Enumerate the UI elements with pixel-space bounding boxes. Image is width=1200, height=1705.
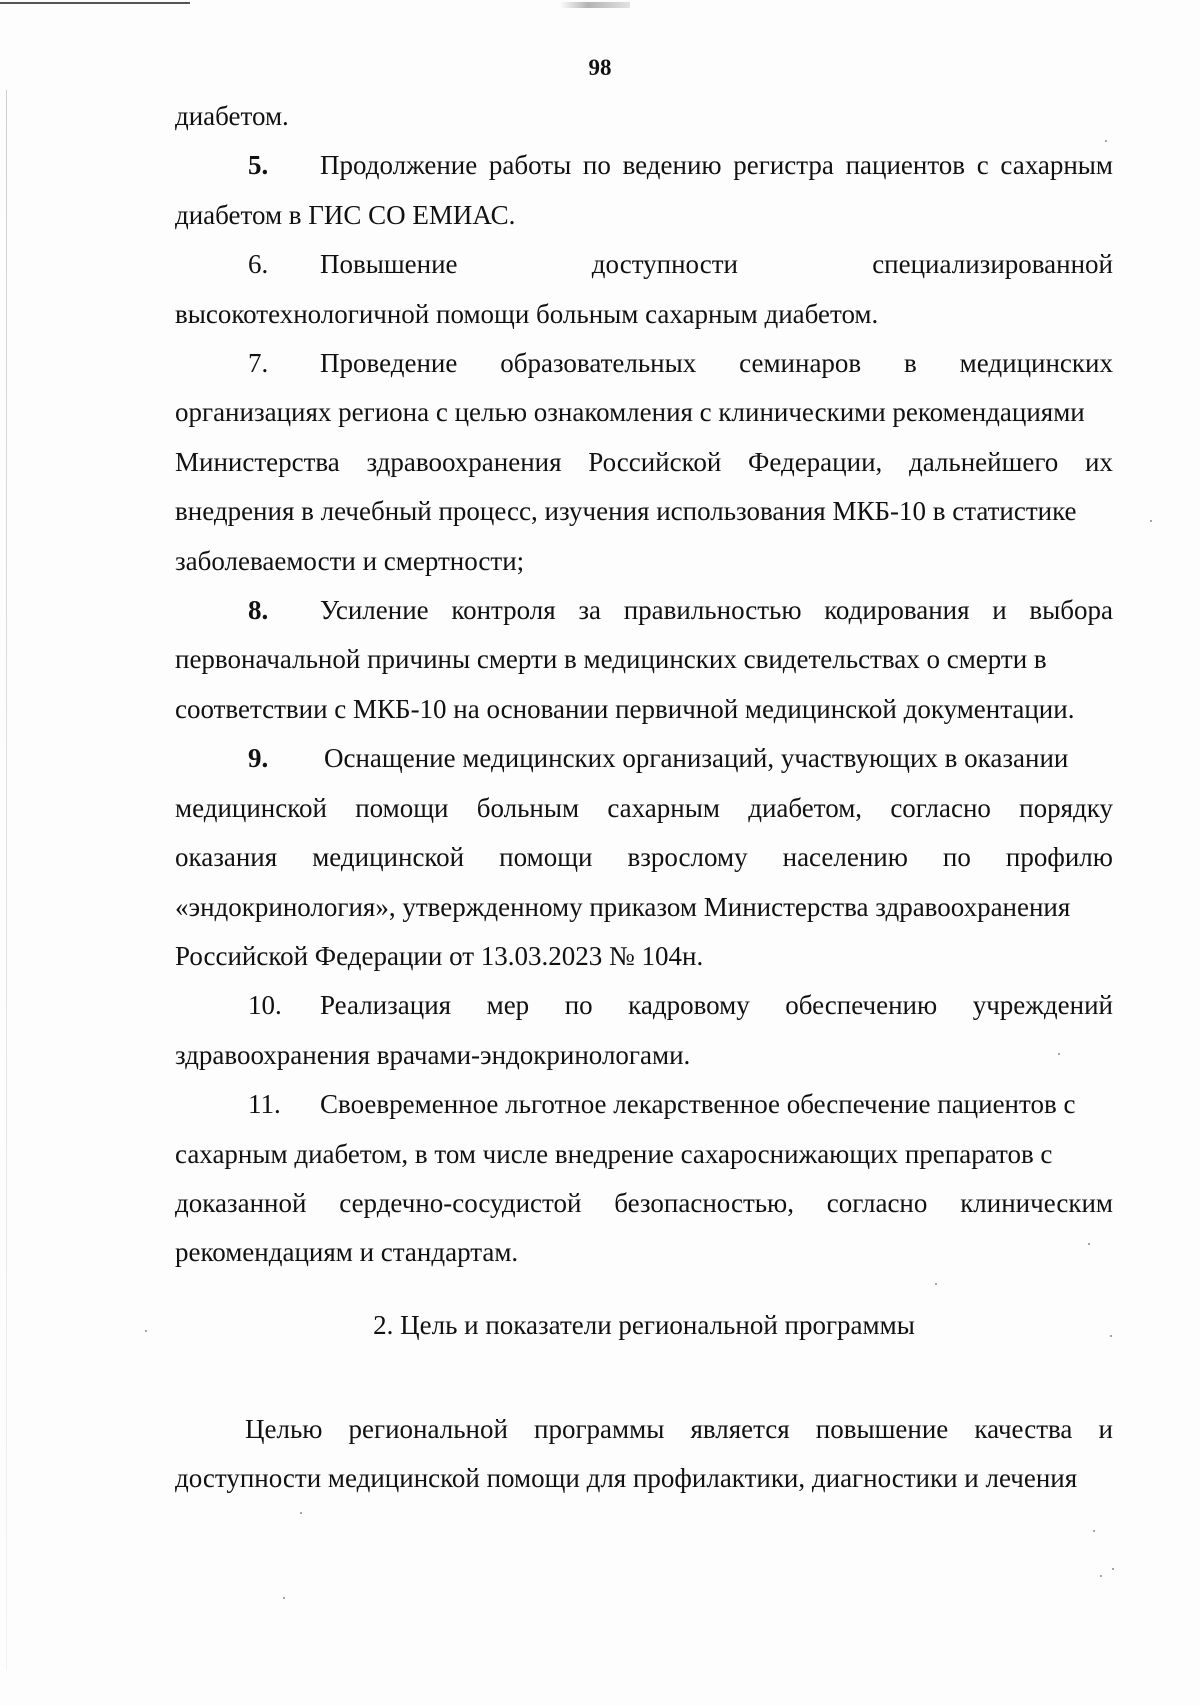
list-item-11-line <box>175 1080 1113 1129</box>
item-number: 5. <box>248 150 269 181</box>
scan-speck <box>1093 1530 1095 1532</box>
text-line: организациях региона с целью ознакомления с клиническими рекомендациями <box>175 397 1085 428</box>
item-number: 10. <box>248 990 282 1021</box>
scan-speck <box>1100 1575 1102 1577</box>
text-line: сахарным диабетом, в том числе внедрение сахароснижающих препаратов с <box>175 1138 1053 1169</box>
text-line: доступности медицинской помощи для профилактики, диагностики и лечения <box>175 1463 1078 1493</box>
scan-speck <box>1105 140 1107 142</box>
scan-left-edge <box>6 90 7 1670</box>
list-item-6-line <box>175 240 1113 289</box>
text-line: Целью региональной программы является повышение качества и <box>245 1414 1113 1444</box>
spaced-line: Реализация мер по кадровому обеспечению учреждений <box>320 990 1113 1021</box>
section-heading: 2. Цель и показатели региональной программы <box>373 1310 915 1340</box>
item-number: 6. <box>248 249 269 280</box>
text-line: заболеваемости и смертности; <box>175 545 525 576</box>
scan-speck <box>1088 1243 1090 1245</box>
scan-speck <box>1112 1568 1114 1570</box>
item-number: 7. <box>248 348 269 379</box>
spaced-line: Проведение образовательных семинаров в медицинских <box>320 348 1113 379</box>
spaced-line: Усиление контроля за правильностью кодирования и выбора <box>320 595 1113 626</box>
text-line: Продолжение работы по ведению регистра пациентов с сахарным <box>320 150 1113 181</box>
text-line: рекомендациям и стандартам. <box>175 1237 519 1268</box>
scan-speck <box>300 1512 302 1514</box>
text-line: соответствии с МКБ-10 на основании первичной медицинской документации. <box>175 693 1075 724</box>
text-line: «эндокринология», утвержденному приказом Министерства здравоохранения <box>175 891 1071 922</box>
text-line: первоначальной причины смерти в медицинских свидетельствах о смерти в <box>175 644 1047 675</box>
text-line: Своевременное льготное лекарственное обеспечение пациентов с <box>320 1089 1076 1120</box>
scan-smudge <box>560 2 630 8</box>
list-item-10-line <box>175 981 1113 1030</box>
text-line: диабетом. <box>175 101 289 131</box>
scan-speck <box>145 1330 147 1332</box>
text-line: Российской Федерации от 13.03.2023 № 104н. <box>175 940 704 971</box>
scan-speck <box>1058 1053 1060 1055</box>
text-line: диабетом в ГИС СО ЕМИАС. <box>175 199 516 230</box>
scan-speck <box>935 1283 937 1285</box>
text-line: оказания медицинской помощи взрослому населению по профилю <box>175 842 1113 873</box>
text-line: высокотехнологичной помощи больным сахарным диабетом. <box>175 298 879 329</box>
text-line: медицинской помощи больным сахарным диабетом, согласно порядку <box>175 792 1113 823</box>
text-line: внедрения в лечебный процесс, изучения использования МКБ-10 в статистике <box>175 496 1077 527</box>
item-number: 11. <box>248 1089 281 1120</box>
list-body <box>175 92 1113 1278</box>
page-number: 98 <box>588 55 612 80</box>
list-item-8-line <box>175 586 1113 635</box>
spaced-line: Повышение доступности специализированной <box>320 249 1113 280</box>
list-item-9-line <box>175 734 1113 783</box>
list-item-5-line <box>175 141 1113 190</box>
text-line: Министерства здравоохранения Российской Федерации, дальнейшего их <box>175 446 1113 477</box>
scan-speck <box>1110 1335 1112 1337</box>
goal-paragraph <box>175 1405 1113 1503</box>
scan-top-rule <box>0 2 190 4</box>
scan-speck <box>1150 520 1152 522</box>
text-line: Оснащение медицинских организаций, участвующих в оказании <box>324 743 1069 774</box>
list-item-7-line <box>175 339 1113 388</box>
item-number: 8. <box>248 595 269 626</box>
item-number: 9. <box>248 743 269 774</box>
scan-speck <box>283 1597 285 1599</box>
text-line: здравоохранения врачами-эндокринологами. <box>175 1039 691 1070</box>
text-line: доказанной сердечно-сосудистой безопасностью, согласно клиническим <box>175 1187 1113 1218</box>
